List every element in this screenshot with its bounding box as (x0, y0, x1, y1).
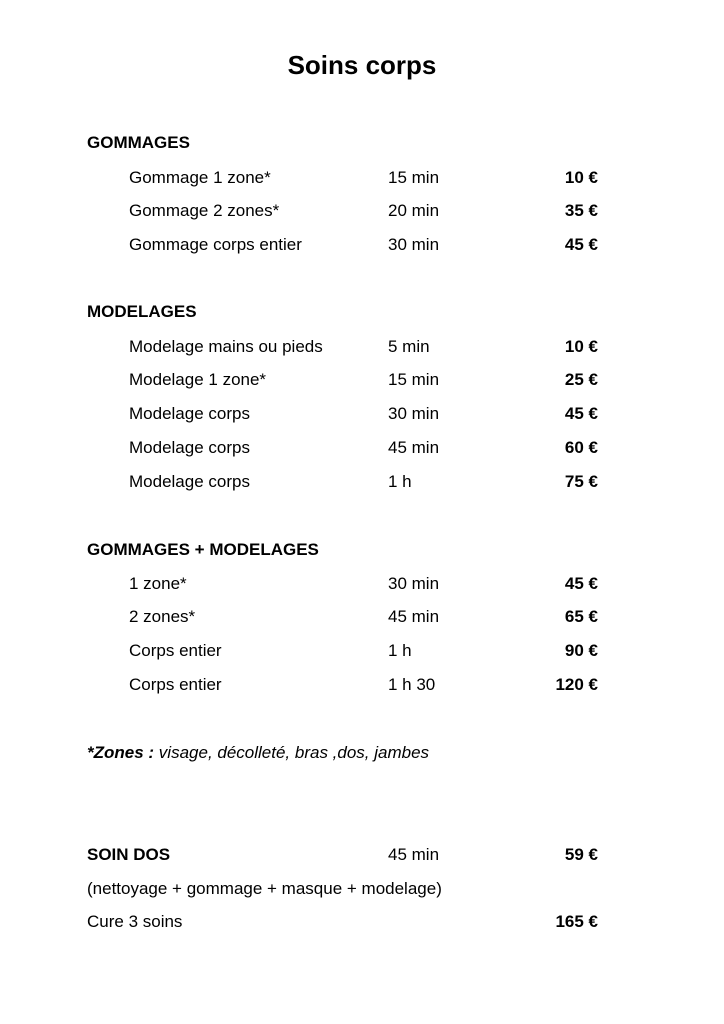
item-duration: 30 min (388, 404, 440, 423)
list-item (0, 402, 724, 426)
item-price: 35 € (564, 201, 598, 220)
soin-dos-description: (nettoyage + gommage + masque + modelage) (87, 879, 442, 898)
item-price: 120 € (555, 675, 598, 694)
item-name: Modelage corps (129, 472, 250, 491)
soin-dos-duration: 45 min (388, 845, 440, 864)
item-price: 45 € (564, 235, 598, 254)
list-item (0, 639, 724, 663)
item-duration: 45 min (388, 438, 440, 457)
item-duration: 15 min (388, 370, 440, 389)
item-price: 60 € (564, 438, 598, 457)
section-heading-gommages: GOMMAGES (87, 133, 190, 152)
item-duration: 30 min (388, 574, 440, 593)
item-name: Gommage corps entier (129, 235, 302, 254)
item-duration: 1 h 30 (388, 675, 436, 694)
item-price: 25 € (564, 370, 598, 389)
item-name: Modelage corps (129, 404, 250, 423)
item-name: Modelage mains ou pieds (129, 337, 323, 356)
item-duration: 20 min (388, 201, 440, 220)
zones-note (87, 741, 429, 765)
item-price: 10 € (564, 168, 598, 187)
list-item (0, 233, 724, 257)
item-price: 90 € (564, 641, 598, 660)
item-price: 75 € (564, 472, 598, 491)
list-item (0, 335, 724, 359)
item-name: 2 zones* (129, 607, 196, 626)
item-name: 1 zone* (129, 574, 187, 593)
list-item (0, 673, 724, 697)
item-duration: 15 min (388, 168, 440, 187)
cure-label: Cure 3 soins (87, 912, 183, 931)
list-item (0, 572, 724, 596)
section-heading-gommages-modelages: GOMMAGES + MODELAGES (87, 540, 319, 559)
soin-dos-row (0, 843, 724, 867)
list-item (0, 605, 724, 629)
item-duration: 45 min (388, 607, 440, 626)
list-item (0, 436, 724, 460)
zones-note-label: *Zones : (87, 743, 155, 762)
item-price: 45 € (564, 404, 598, 423)
item-duration: 30 min (388, 235, 440, 254)
item-duration: 5 min (388, 337, 430, 356)
list-item (0, 166, 724, 190)
section-heading-modelages: MODELAGES (87, 302, 197, 321)
item-price: 65 € (564, 607, 598, 626)
list-item (0, 199, 724, 223)
cure-row (0, 910, 724, 934)
item-duration: 1 h (388, 641, 412, 660)
item-price: 10 € (564, 337, 598, 356)
item-name: Modelage corps (129, 438, 250, 457)
soin-dos-name: SOIN DOS (87, 845, 171, 864)
item-price: 45 € (564, 574, 598, 593)
item-duration: 1 h (388, 472, 412, 491)
soin-dos-price: 59 € (564, 845, 598, 864)
item-name: Gommage 1 zone* (129, 168, 271, 187)
zones-note-text: visage, décolleté, bras ,dos, jambes (158, 743, 430, 762)
page-title: Soins corps (287, 50, 437, 80)
item-name: Corps entier (129, 675, 222, 694)
item-name: Gommage 2 zones* (129, 201, 280, 220)
cure-price: 165 € (555, 912, 598, 931)
list-item (0, 368, 724, 392)
item-name: Modelage 1 zone* (129, 370, 267, 389)
item-name: Corps entier (129, 641, 222, 660)
list-item (0, 470, 724, 494)
